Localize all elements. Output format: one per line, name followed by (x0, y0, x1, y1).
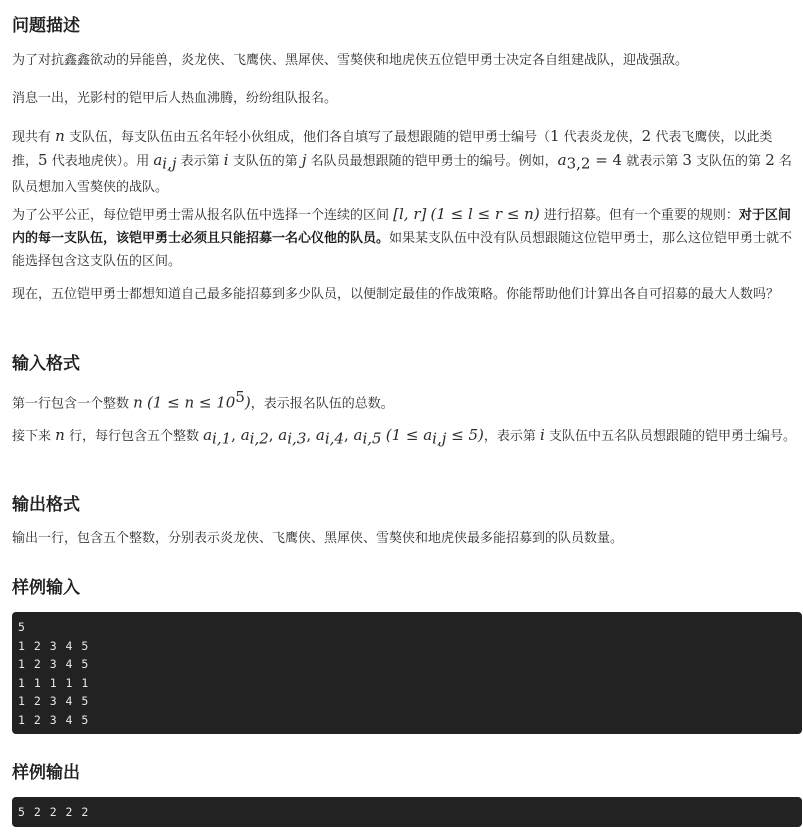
code-line: 1 2 3 4 5 (18, 638, 90, 653)
section-title-problem: 问题描述 (12, 16, 80, 36)
code-line: 1 1 1 1 1 (18, 675, 90, 690)
paragraph-intro: 为了对抗鑫鑫欲动的异能兽，炎龙侠、飞鹰侠、黑犀侠、雪獒侠和地虎侠五位铠甲勇士决定各自组建战队，迎战强敌。 (12, 53, 689, 68)
sample-input-code-block[interactable] (12, 612, 802, 734)
rule-emphasis: 对于区间内的每一支队伍，该铠甲勇士必须且只能招募一名心仪他的队员。 (12, 208, 791, 246)
section-title-sample-output: 样例输出 (12, 763, 80, 783)
paragraph-rules: 为了公平公正，每位铠甲勇士需从报名队伍中选择一个连续的区间 [l, r] (1 ≤ l ≤ r ≤ n) 进行招募。但有一个重要的规则：对于区间内的每一支队伍，该铠甲勇士必须且只能招募一名心仪他的队员。如果某支队伍中没有队员想跟随这位铠甲勇士，那么这位铠甲勇士就不能选择包含这支队伍的区间。 (12, 205, 793, 269)
output-description: 输出一行，包含五个整数，分别表示炎龙侠、飞鹰侠、黑犀侠、雪獒侠和地虎侠最多能招募到的队员数量。 (12, 531, 624, 546)
paragraph-news: 消息一出，光影村的铠甲后人热血沸腾，纷纷组队报名。 (12, 91, 338, 106)
sample-output-code-block[interactable] (12, 797, 802, 827)
section-title-sample-input: 样例输入 (12, 578, 80, 598)
input-line-2: 接下来 n 行，每行包含五个整数 $a_{i,1}$, $a_{i,2}$, $a_{i,3}$, $a_{i,4}$, $a_{i,5}$ $(1 \le a_{i,j} \le 5)$，表示第 i 支队伍中五名队员想跟随的铠甲勇士编号。 (12, 426, 796, 448)
code-line: 1 2 3 4 5 (18, 694, 90, 708)
code-line: 5 (18, 620, 26, 634)
code-line: 1 2 3 4 5 (18, 712, 90, 727)
paragraph-question: 现在，五位铠甲勇士都想知道自己最多能招募到多少队员，以便制定最佳的作战策略。你能帮助他们计算出各自可招募的最大人数吗？ (12, 287, 780, 302)
section-title-input: 输入格式 (12, 354, 80, 374)
input-line-1: 第一行包含一个整数 n $(1 \le n \le 10^5)$，表示报名队伍的总数。 (12, 388, 394, 412)
code-line: 5 2 2 2 2 (18, 805, 90, 819)
paragraph-teams: 现共有 n 支队伍，每支队伍由五名年轻小伙组成，他们各自填写了最想跟随的铠甲勇士编号（1 代表炎龙侠，2 代表飞鹰侠，以此类推，5 代表地虎侠）。用 $a_{i,j}$ 表示第 i 支队伍的第 j 名队员最想跟随的铠甲勇士的编号。例如，$a_{3,2} = 4$ 就表示第 3 支队伍的第 2 名队员想加入雪獒侠的战队。 (12, 127, 792, 195)
code-line: 1 2 3 4 5 (18, 657, 90, 671)
section-title-output: 输出格式 (12, 495, 80, 515)
